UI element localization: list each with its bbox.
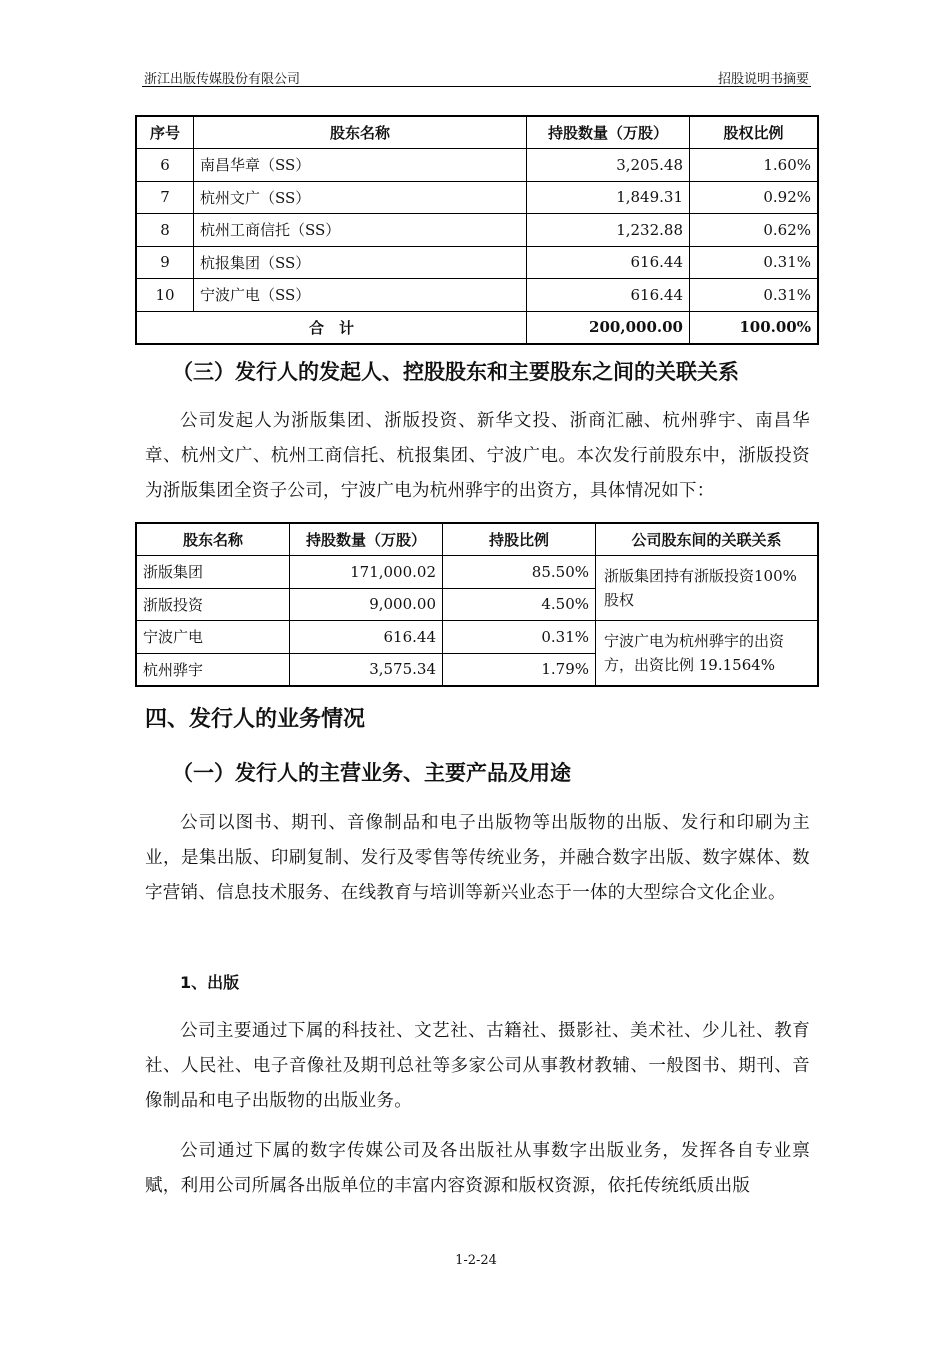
col-header-ratio: 持股比例 [443, 523, 596, 556]
subsection-title: 1、出版 [180, 973, 240, 992]
cell-shares: 616.44 [290, 621, 443, 654]
table-row [136, 214, 818, 247]
col-header-shares: 持股数量（万股） [527, 116, 690, 149]
table-header-row [136, 523, 818, 556]
section-title: （三）发行人的发起人、控股股东和主要股东之间的关联关系 [172, 360, 739, 384]
cell-shares: 171,000.02 [290, 556, 443, 589]
cell-name: 浙版投资 [136, 588, 290, 621]
cell-ratio: 0.62% [690, 214, 819, 247]
cell-no: 9 [136, 246, 194, 279]
table-header-row [136, 116, 818, 149]
cell-name: 杭报集团（SS） [194, 246, 527, 279]
cell-ratio: 1.79% [443, 653, 596, 686]
cell-ratio: 0.92% [690, 181, 819, 214]
header-company: 浙江出版传媒股份有限公司 [144, 72, 301, 87]
cell-name: 宁波广电 [136, 621, 290, 654]
col-header-ratio: 股权比例 [690, 116, 819, 149]
cell-no: 10 [136, 279, 194, 312]
cell-no: 6 [136, 149, 194, 182]
body-paragraph: 公司发起人为浙版集团、浙版投资、新华文投、浙商汇融、杭州骅宇、南昌华章、杭州文广、杭州工商信托、杭报集团、宁波广电。本次发行前股东中，浙版投资为浙版集团全资子公司，宁波广电为杭州骅宇的出资方，具体情况如下： [145, 411, 810, 501]
table-row [136, 246, 818, 279]
related-party-table [135, 522, 819, 687]
cell-ratio: 0.31% [690, 246, 819, 279]
cell-no: 7 [136, 181, 194, 214]
cell-name: 南昌华章（SS） [194, 149, 527, 182]
page-header [142, 66, 811, 87]
cell-ratio: 0.31% [690, 279, 819, 312]
cell-name: 杭州工商信托（SS） [194, 214, 527, 247]
col-header-name: 股东名称 [136, 523, 290, 556]
cell-ratio: 0.31% [443, 621, 596, 654]
cell-shares: 1,232.88 [527, 214, 690, 247]
table-row [136, 556, 818, 589]
body-paragraph: 公司主要通过下属的科技社、文艺社、古籍社、摄影社、美术社、少儿社、教育社、人民社、电子音像社及期刊总社等多家公司从事教材教辅、一般图书、期刊、音像制品和电子出版物的出版业务。 [145, 1021, 810, 1111]
shareholder-table [135, 115, 819, 345]
cell-ratio: 4.50% [443, 588, 596, 621]
cell-name: 杭州文广（SS） [194, 181, 527, 214]
col-header-shares: 持股数量（万股） [290, 523, 443, 556]
cell-shares: 3,205.48 [527, 149, 690, 182]
cell-shares: 1,849.31 [527, 181, 690, 214]
cell-ratio: 1.60% [690, 149, 819, 182]
cell-total-ratio: 100.00% [690, 311, 819, 344]
header-doc-title: 招股说明书摘要 [717, 72, 809, 87]
cell-total-label: 合 计 [136, 311, 527, 344]
cell-ratio: 85.50% [443, 556, 596, 589]
col-header-name: 股东名称 [194, 116, 527, 149]
section-title: （一）发行人的主营业务、主要产品及用途 [172, 761, 571, 785]
page-number: 1-2-24 [455, 1253, 497, 1268]
body-paragraph: 公司通过下属的数字传媒公司及各出版社从事数字出版业务，发挥各自专业禀赋，利用公司所属各出版单位的丰富内容资源和版权资源，依托传统纸质出版 [145, 1141, 810, 1196]
table-total-row [136, 311, 818, 344]
chapter-title: 四、发行人的业务情况 [145, 707, 366, 732]
cell-name: 浙版集团 [136, 556, 290, 589]
cell-shares: 616.44 [527, 246, 690, 279]
cell-name: 宁波广电（SS） [194, 279, 527, 312]
cell-relation: 浙版集团持有浙版投资100%股权 [596, 556, 819, 621]
table-row [136, 149, 818, 182]
cell-name: 杭州骅宇 [136, 653, 290, 686]
col-header-no: 序号 [136, 116, 194, 149]
cell-no: 8 [136, 214, 194, 247]
cell-shares: 9,000.00 [290, 588, 443, 621]
cell-shares: 616.44 [527, 279, 690, 312]
col-header-relation: 公司股东间的关联关系 [596, 523, 819, 556]
table-row [136, 621, 818, 654]
body-paragraph: 公司以图书、期刊、音像制品和电子出版物等出版物的出版、发行和印刷为主业，是集出版、印刷复制、发行及零售等传统业务，并融合数字出版、数字媒体、数字营销、信息技术服务、在线教育与培训等新兴业态于一体的大型综合文化企业。 [145, 813, 810, 903]
cell-total-shares: 200,000.00 [527, 311, 690, 344]
cell-shares: 3,575.34 [290, 653, 443, 686]
cell-relation: 宁波广电为杭州骅宇的出资方，出资比例 19.1564% [596, 621, 819, 686]
table-row [136, 279, 818, 312]
table-row [136, 181, 818, 214]
